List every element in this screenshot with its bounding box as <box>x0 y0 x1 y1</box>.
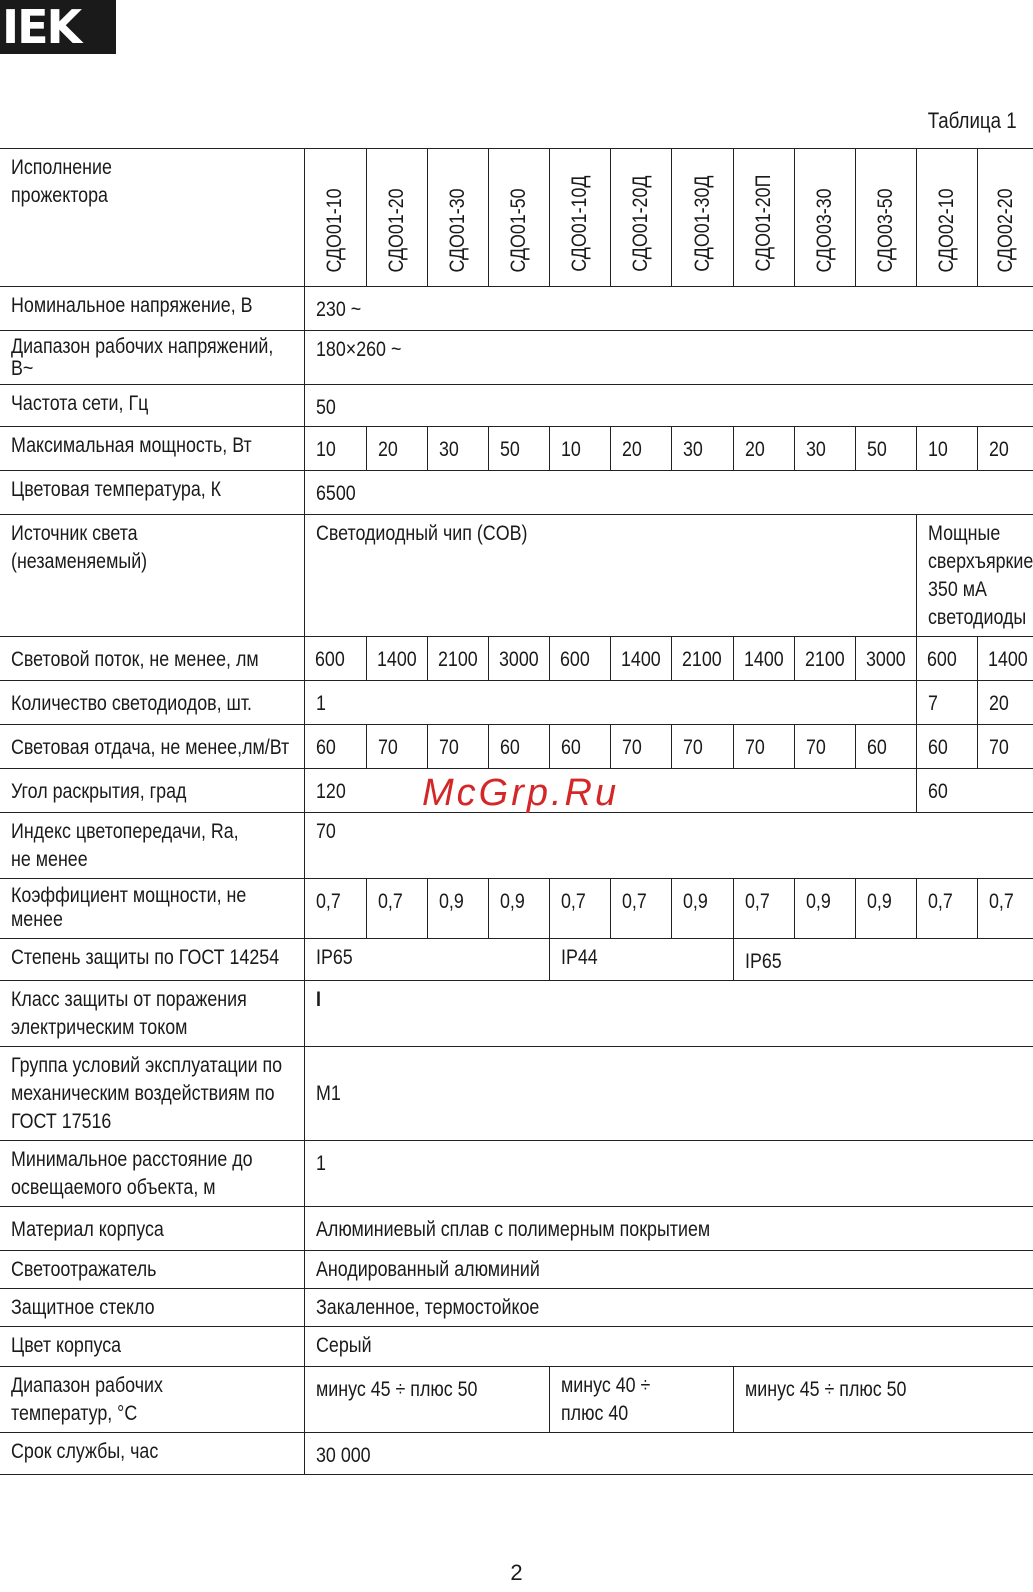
value-cell <box>611 879 672 939</box>
value-text: 0,9 <box>683 890 709 913</box>
row-flux <box>0 637 1033 681</box>
value-text: 20 <box>377 438 398 461</box>
value-text: 0,7 <box>744 890 770 913</box>
value-text: 60 <box>316 736 337 759</box>
value-cell <box>611 427 672 471</box>
value-cell <box>427 725 488 769</box>
row-label <box>0 681 305 725</box>
value-text: 2100 <box>437 648 478 671</box>
row-reflector <box>0 1251 1033 1289</box>
value-text: Серый <box>316 1334 372 1357</box>
value-cell <box>488 427 549 471</box>
label-text: Световая отдача, не менее,лм/Вт <box>11 736 290 759</box>
row-efficacy <box>0 725 1033 769</box>
value-text: 70 <box>683 736 704 759</box>
label-text: Цвет корпуса <box>11 1334 122 1357</box>
label-text: Источник света (незаменяемый) <box>11 522 148 573</box>
value-cell <box>366 725 427 769</box>
label-text: Индекс цветопередачи, Ra, не менее <box>11 820 239 871</box>
value-cell <box>978 427 1033 471</box>
row-value <box>305 681 917 725</box>
row-value <box>917 515 1033 637</box>
row-value <box>917 681 978 725</box>
value-text: минус 45 ÷ плюс 50 <box>316 1378 478 1401</box>
value-cell <box>488 637 549 681</box>
value-cell <box>366 427 427 471</box>
row-value <box>305 939 550 981</box>
value-text: 600 <box>560 648 590 671</box>
value-cell <box>366 879 427 939</box>
label-text: Световой поток, не менее, лм <box>11 648 259 671</box>
value-text: 2100 <box>682 648 723 671</box>
value-cell <box>672 879 733 939</box>
value-cell <box>488 725 549 769</box>
value-text: 0,7 <box>316 890 342 913</box>
value-cell <box>427 427 488 471</box>
value-cell <box>917 725 978 769</box>
value-cell <box>427 637 488 681</box>
model-label: СДО01-20П <box>751 174 775 272</box>
value-text: 20 <box>744 438 765 461</box>
value-text: 70 <box>377 736 398 759</box>
value-cell <box>611 725 672 769</box>
value-text: 50 <box>866 438 887 461</box>
value-text: 70 <box>622 736 643 759</box>
value-text: 1400 <box>376 648 417 671</box>
value-cell <box>855 637 916 681</box>
watermark: McGrp.Ru <box>422 772 620 814</box>
model-cell <box>305 149 366 287</box>
model-cell <box>733 149 794 287</box>
label-text: Светоотражатель <box>11 1258 157 1281</box>
row-label <box>0 879 305 939</box>
value-text: 10 <box>316 438 337 461</box>
row-value <box>305 1141 1033 1207</box>
value-text: 10 <box>561 438 581 461</box>
row-power-factor <box>0 879 1033 939</box>
value-text: 230 ~ <box>316 298 362 321</box>
row-housing-color <box>0 1327 1033 1367</box>
value-text: Анодированный алюминий <box>316 1258 541 1281</box>
row-label <box>0 769 305 813</box>
row-shock-class <box>0 981 1033 1047</box>
value-text: IP65 <box>744 950 782 973</box>
value-cell <box>794 637 855 681</box>
row-label <box>0 1047 305 1141</box>
value-cell <box>427 879 488 939</box>
label-text: Максимальная мощность, Вт <box>11 434 252 457</box>
value-cell <box>611 637 672 681</box>
value-text: Алюминиевый сплав с полимерным покрытием <box>316 1218 711 1241</box>
value-cell <box>794 879 855 939</box>
value-text: Мощные сверхъяркие 350 мА светодиоды <box>928 522 1033 629</box>
row-label <box>0 331 305 385</box>
value-cell <box>733 879 794 939</box>
row-value <box>305 331 1033 385</box>
value-text: 180×260 ~ <box>316 338 402 361</box>
value-cell <box>488 879 549 939</box>
value-cell <box>550 637 611 681</box>
model-cell <box>427 149 488 287</box>
row-color-temp <box>0 471 1033 515</box>
row-label <box>0 1289 305 1327</box>
row-value <box>305 1251 1033 1289</box>
value-text: 70 <box>438 736 459 759</box>
row-temp-range <box>0 1367 1033 1433</box>
value-text: Закаленное, термостойкое <box>316 1296 540 1319</box>
value-text: I <box>316 988 322 1011</box>
row-value <box>733 1367 1033 1433</box>
label-text: Цветовая температура, К <box>11 478 222 501</box>
value-text: 0,7 <box>561 890 586 913</box>
row-value <box>305 1433 1033 1475</box>
row-voltage <box>0 287 1033 331</box>
row-min-distance <box>0 1141 1033 1207</box>
label-text: Частота сети, Гц <box>11 392 149 415</box>
value-text: 70 <box>805 736 826 759</box>
row-label <box>0 725 305 769</box>
value-text: 1400 <box>743 648 784 671</box>
row-value <box>550 1367 734 1433</box>
label-text: Группа условий эксплуатации по механическим воздействиям по ГОСТ 17516 <box>11 1054 283 1133</box>
row-label <box>0 427 305 471</box>
row-label <box>0 981 305 1047</box>
value-text: 70 <box>744 736 765 759</box>
row-value <box>550 939 734 981</box>
row-value <box>305 1367 550 1433</box>
label-text: Защитное стекло <box>11 1296 155 1319</box>
value-text: 70 <box>989 736 1010 759</box>
value-text: 30 <box>805 438 826 461</box>
value-text: 0,7 <box>928 890 953 913</box>
row-label <box>0 637 305 681</box>
value-cell <box>733 427 794 471</box>
value-text: 1 <box>316 1152 327 1175</box>
table-caption: Таблица 1 <box>928 108 1017 133</box>
row-label <box>0 515 305 637</box>
value-text: 50 <box>499 438 520 461</box>
header-row <box>0 149 1033 287</box>
value-text: 1400 <box>988 648 1028 671</box>
value-text: 0,7 <box>622 890 648 913</box>
value-text: 3000 <box>498 648 539 671</box>
value-text: 50 <box>316 396 337 419</box>
model-cell <box>611 149 672 287</box>
model-label: СДО01-50 <box>506 188 530 273</box>
model-label: СДО02-10 <box>935 188 959 273</box>
value-cell <box>672 637 733 681</box>
header-label: Исполнение прожектора <box>11 156 112 207</box>
value-cell <box>672 427 733 471</box>
row-value <box>978 681 1033 725</box>
row-label <box>0 1433 305 1475</box>
label-text: Минимальное расстояние до освещаемого объекта, м <box>11 1148 253 1199</box>
row-voltage-range <box>0 331 1033 385</box>
value-cell <box>550 725 611 769</box>
model-label: СДО03-30 <box>812 188 836 273</box>
row-label <box>0 287 305 331</box>
value-text: минус 45 ÷ плюс 50 <box>744 1378 907 1401</box>
value-cell <box>550 427 611 471</box>
value-text: 60 <box>866 736 887 759</box>
value-text: 20 <box>989 438 1010 461</box>
value-text: 0,9 <box>499 890 525 913</box>
value-text: М1 <box>316 1082 342 1105</box>
model-cell <box>794 149 855 287</box>
value-text: 60 <box>561 736 581 759</box>
row-value <box>305 287 1033 331</box>
row-mech-group <box>0 1047 1033 1141</box>
label-text: Класс защиты от поражения электрическим током <box>11 988 247 1039</box>
row-value <box>305 471 1033 515</box>
label-text: Количество светодиодов, шт. <box>11 692 253 715</box>
model-label: СДО02-20 <box>993 188 1017 273</box>
row-glass <box>0 1289 1033 1327</box>
row-cri <box>0 813 1033 879</box>
value-text: 30 000 <box>316 1444 371 1467</box>
value-cell <box>917 879 978 939</box>
value-text: 0,7 <box>377 890 403 913</box>
value-cell <box>794 725 855 769</box>
value-text: 0,7 <box>989 890 1015 913</box>
value-text: 600 <box>927 648 957 671</box>
page-number: 2 <box>510 1560 523 1585</box>
value-text: Светодиодный чип (COB) <box>316 522 528 545</box>
row-value <box>305 981 1033 1047</box>
label-text: Диапазон рабочих напряжений, В~ <box>11 335 274 380</box>
value-cell <box>978 637 1033 681</box>
value-text: 30 <box>683 438 704 461</box>
row-ip <box>0 939 1033 981</box>
value-text: 3000 <box>865 648 906 671</box>
model-label: СДО01-30 <box>445 188 469 273</box>
value-text: 20 <box>622 438 643 461</box>
value-text: IP44 <box>561 946 598 969</box>
row-label <box>0 1367 305 1433</box>
row-value <box>305 1289 1033 1327</box>
row-label <box>0 939 305 981</box>
value-text: 1 <box>316 692 327 715</box>
row-label <box>0 1251 305 1289</box>
value-text: 7 <box>928 692 939 715</box>
model-label: СДО01-10Д <box>568 175 592 272</box>
value-cell <box>305 637 366 681</box>
value-cell <box>366 637 427 681</box>
row-value <box>305 1207 1033 1251</box>
value-cell <box>917 427 978 471</box>
value-cell <box>305 725 366 769</box>
row-label <box>0 1207 305 1251</box>
label-text: Номинальное напряжение, В <box>11 294 253 317</box>
model-label: СДО03-50 <box>874 188 898 273</box>
row-value <box>305 1047 1033 1141</box>
label-text: Срок службы, час <box>11 1440 159 1463</box>
row-value <box>305 813 1033 879</box>
value-cell <box>855 427 916 471</box>
iek-logo: IEK <box>0 0 116 54</box>
model-cell <box>672 149 733 287</box>
model-label: СДО01-20Д <box>629 175 653 272</box>
row-value <box>733 939 1033 981</box>
value-cell <box>733 725 794 769</box>
value-text: 0,9 <box>805 890 831 913</box>
model-label: СДО01-30Д <box>690 175 714 272</box>
row-label <box>0 471 305 515</box>
value-text: 0,9 <box>866 890 892 913</box>
value-text: 2100 <box>804 648 845 671</box>
value-text: 120 <box>316 780 347 803</box>
value-cell <box>305 427 366 471</box>
value-cell <box>855 879 916 939</box>
value-cell <box>855 725 916 769</box>
value-text: 1400 <box>621 648 661 671</box>
model-cell <box>917 149 978 287</box>
value-cell <box>917 637 978 681</box>
label-text: Диапазон рабочих температур, °С <box>11 1374 163 1425</box>
value-text: 0,9 <box>438 890 464 913</box>
value-cell <box>733 637 794 681</box>
value-text: 10 <box>928 438 948 461</box>
row-label <box>0 1327 305 1367</box>
value-text: 60 <box>928 780 948 803</box>
model-cell <box>978 149 1033 287</box>
row-frequency <box>0 385 1033 427</box>
value-text: 30 <box>438 438 459 461</box>
model-cell <box>366 149 427 287</box>
row-value <box>305 1327 1033 1367</box>
value-text: IP65 <box>316 946 354 969</box>
value-cell <box>550 879 611 939</box>
label-text: Угол раскрытия, град <box>11 780 187 803</box>
value-text: 6500 <box>316 482 357 505</box>
value-cell <box>978 725 1033 769</box>
value-cell <box>978 879 1033 939</box>
value-text: 20 <box>989 692 1010 715</box>
row-power <box>0 427 1033 471</box>
header-label-cell <box>0 149 305 287</box>
row-value <box>917 769 1033 813</box>
value-cell <box>672 725 733 769</box>
model-label: СДО01-10 <box>323 188 347 273</box>
value-text: 60 <box>499 736 520 759</box>
label-text: Коэффициент мощности, не менее <box>11 884 247 931</box>
value-text: 70 <box>316 820 337 843</box>
model-cell <box>550 149 611 287</box>
row-label <box>0 1141 305 1207</box>
value-text: 600 <box>315 648 346 671</box>
row-led-count <box>0 681 1033 725</box>
model-cell <box>488 149 549 287</box>
row-label <box>0 385 305 427</box>
label-text: Степень защиты по ГОСТ 14254 <box>11 946 280 969</box>
row-light-source <box>0 515 1033 637</box>
model-cell <box>855 149 916 287</box>
row-housing-material <box>0 1207 1033 1251</box>
row-value <box>305 385 1033 427</box>
value-text: минус 40 ÷ плюс 40 <box>561 1374 651 1425</box>
label-text: Материал корпуса <box>11 1218 164 1241</box>
value-cell <box>794 427 855 471</box>
model-label: СДО01-20 <box>384 188 408 273</box>
value-text: 60 <box>928 736 948 759</box>
row-lifetime <box>0 1433 1033 1475</box>
row-label <box>0 813 305 879</box>
row-value <box>305 515 917 637</box>
value-cell <box>305 879 366 939</box>
